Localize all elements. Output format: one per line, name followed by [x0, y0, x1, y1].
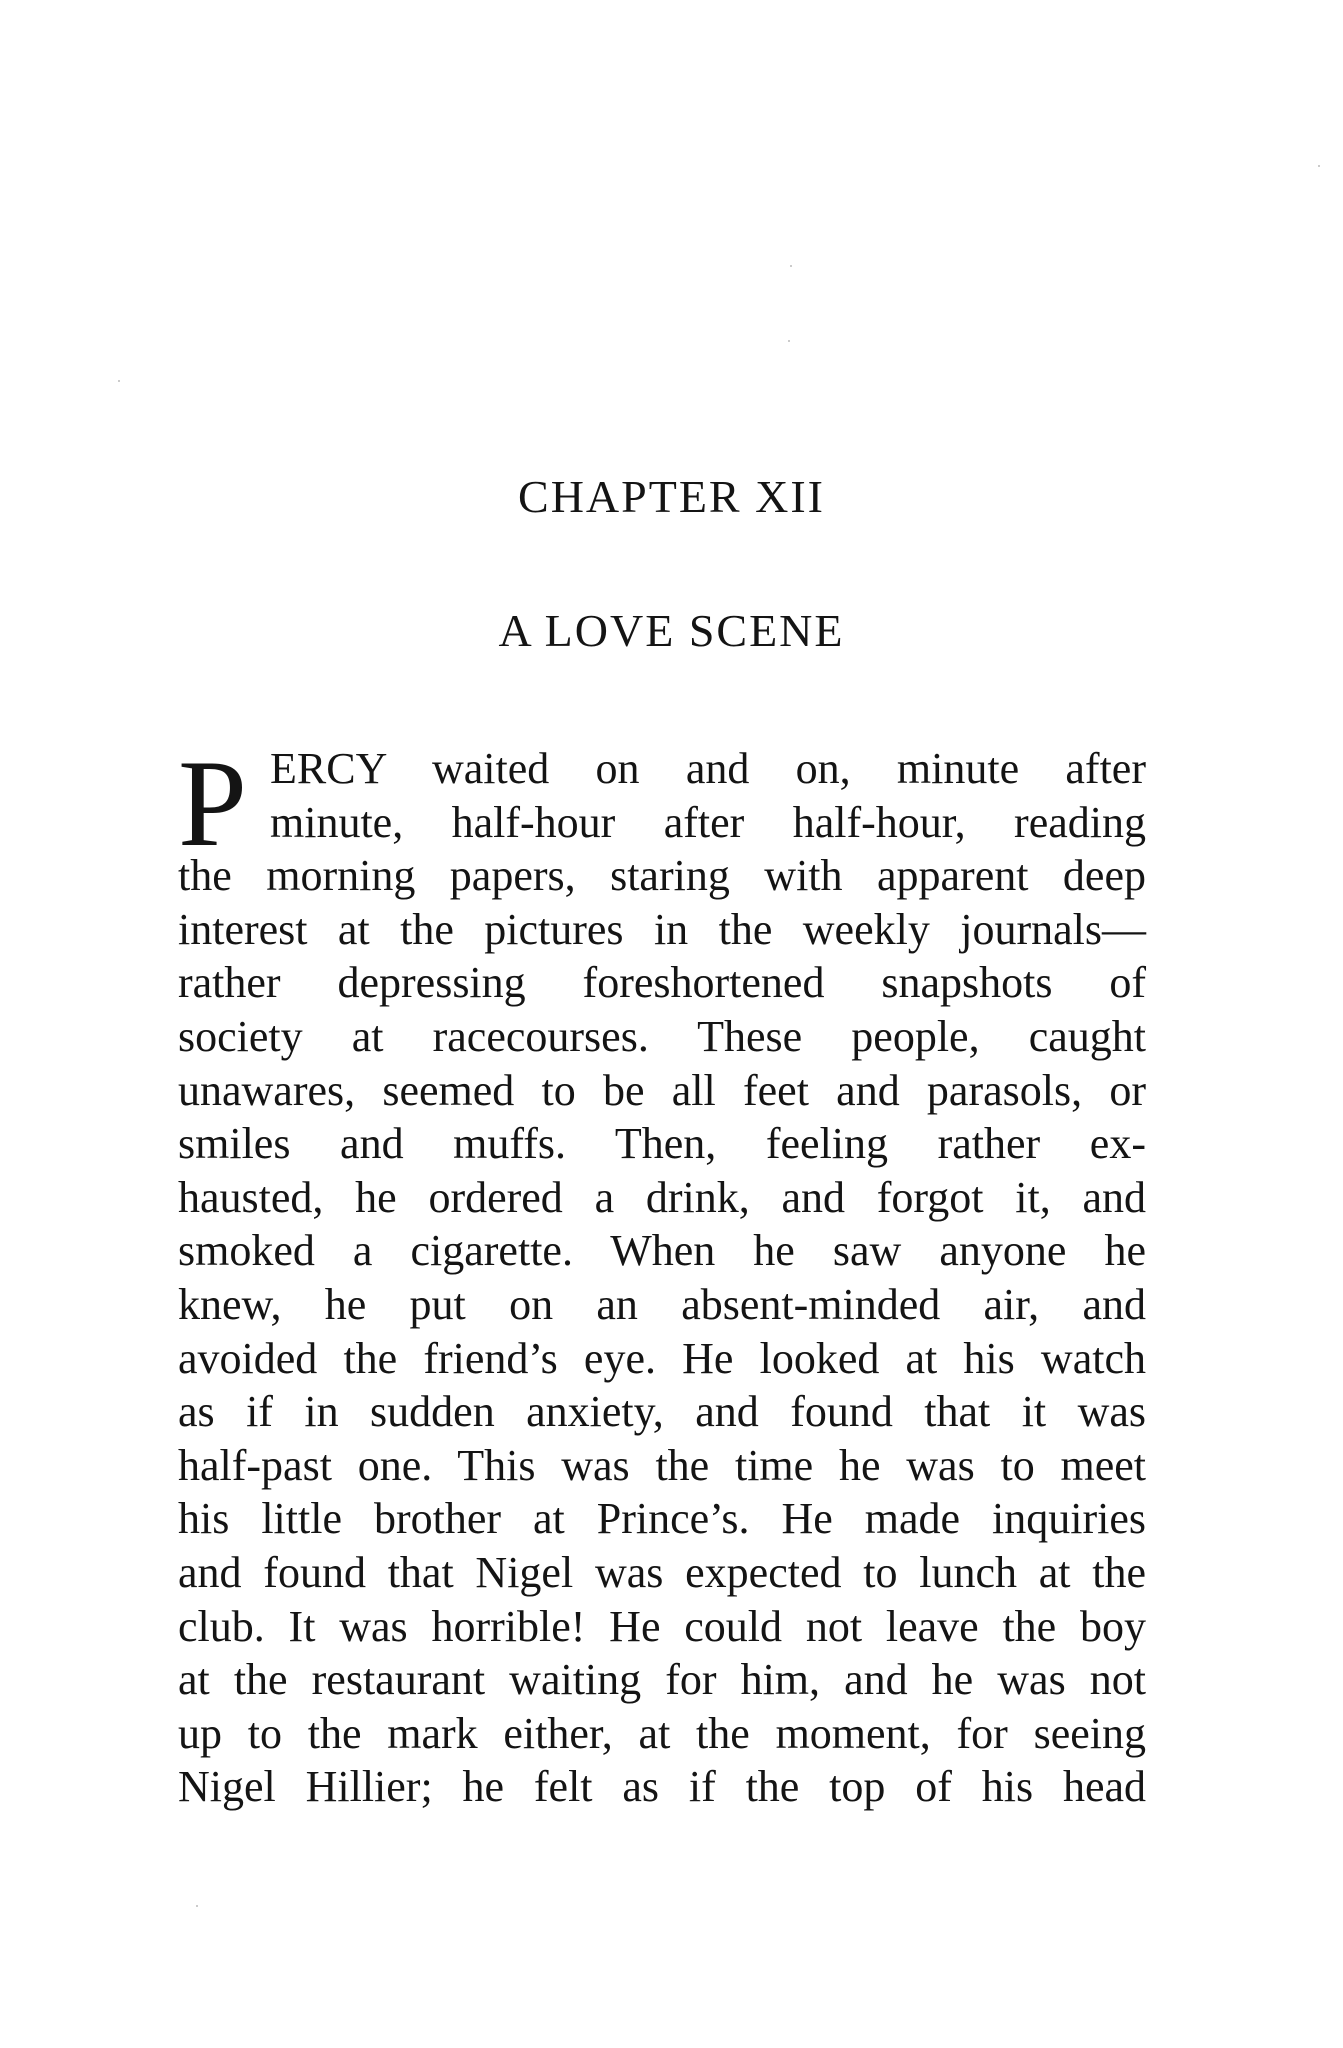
text-line-19: up to the mark either, at the moment, for seeing — [178, 1708, 1146, 1758]
chapter-body-text — [178, 735, 1146, 1814]
scan-speck — [118, 380, 120, 382]
first-line-text: ERCY waited on and on, minute after — [270, 744, 1146, 793]
scan-speck — [1318, 165, 1320, 167]
text-line-7: unawares, seemed to be all feet and parasols, or — [178, 1065, 1146, 1115]
chapter-title: A LOVE SCENE — [498, 605, 845, 656]
text-line-15: his little brother at Prince’s. He made inquiries — [178, 1494, 1146, 1544]
scan-speck — [790, 265, 792, 267]
scan-speck — [788, 340, 790, 342]
text-line-12: avoided the friend’s eye. He looked at his watch — [178, 1333, 1146, 1383]
text-line-9: hausted, he ordered a drink, and forgot it, and — [178, 1172, 1146, 1222]
text-line-4: interest at the pictures in the weekly journals— — [178, 904, 1146, 954]
text-line-13: as if in sudden anxiety, and found that it was — [178, 1387, 1146, 1437]
text-line-16: and found that Nigel was expected to lunch at the — [178, 1547, 1146, 1597]
scan-speck — [196, 1905, 198, 1907]
text-line-2: minute, half-hour after half-hour, reading — [270, 797, 1146, 847]
text-line-17: club. It was horrible! He could not leave the boy — [178, 1601, 1146, 1651]
text-line-14: half-past one. This was the time he was to meet — [178, 1440, 1146, 1490]
text-line-8: smiles and muffs. Then, feeling rather ex- — [178, 1119, 1146, 1169]
text-line-18: at the restaurant waiting for him, and he was not — [178, 1655, 1146, 1705]
drop-cap: P — [178, 735, 247, 872]
text-line-11: knew, he put on an absent-minded air, and — [178, 1279, 1146, 1329]
text-line-10: smoked a cigarette. When he saw anyone he — [178, 1226, 1146, 1276]
text-line-5: rather depressing foreshortened snapshots of — [178, 958, 1146, 1008]
text-line-20: Nigel Hillier; he felt as if the top of his head — [178, 1762, 1146, 1812]
text-line-6: society at racecourses. These people, caught — [178, 1011, 1146, 1061]
chapter-number: CHAPTER XII — [518, 471, 825, 522]
text-line-3: the morning papers, staring with apparent deep — [178, 851, 1146, 901]
